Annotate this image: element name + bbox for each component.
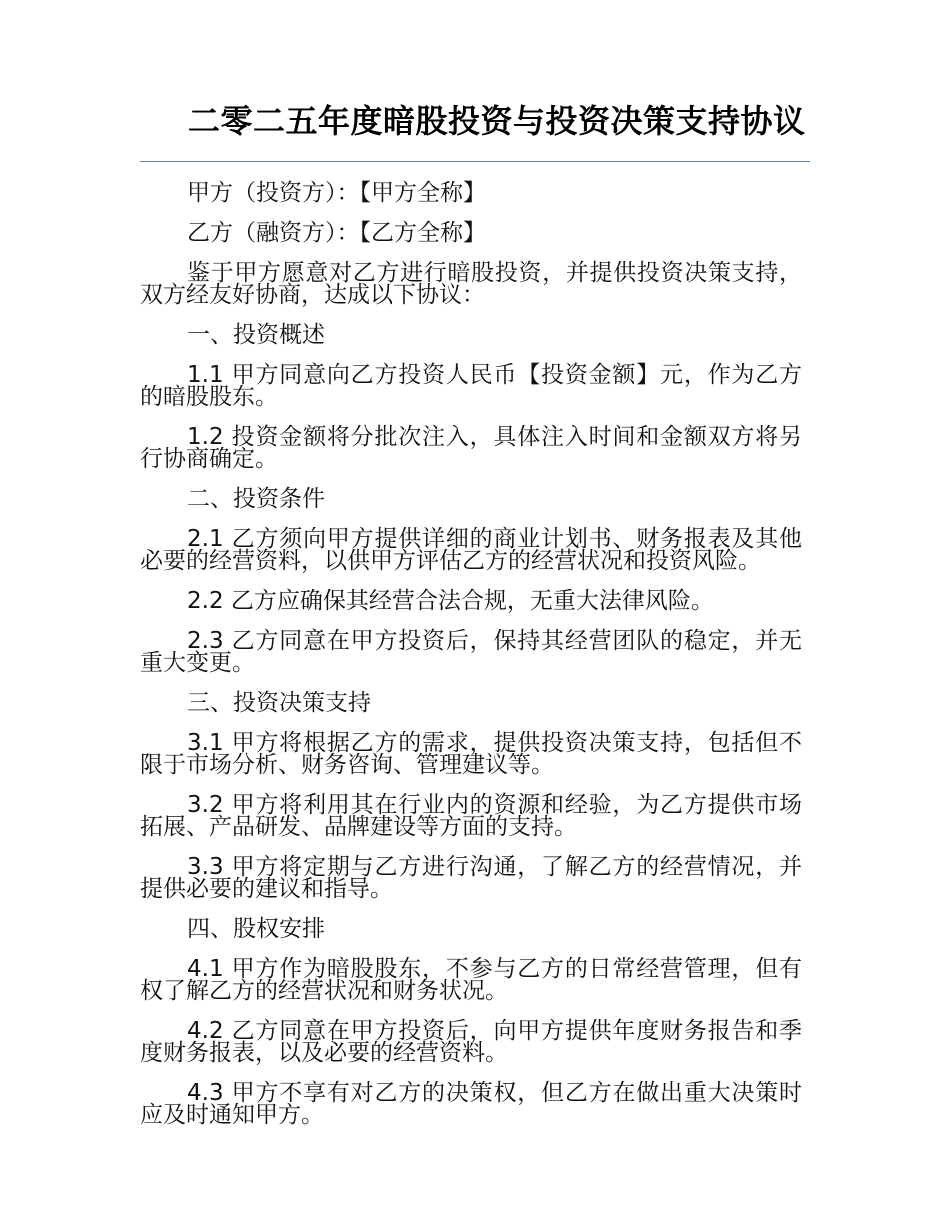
- clause-paragraph: 4.1 甲方作为暗股股东，不参与乙方的日常经营管理，但有权了解乙方的经营状况和财务状况。: [140, 956, 802, 1004]
- section-heading: 二、投资条件: [187, 486, 325, 512]
- section-heading: 四、股权安排: [187, 916, 325, 942]
- clause-paragraph: 1.1 甲方同意向乙方投资人民币【投资金额】元，作为乙方的暗股股东。: [140, 362, 802, 410]
- preamble-paragraph: 鉴于甲方愿意对乙方进行暗股投资，并提供投资决策支持，双方经友好协商，达成以下协议：: [140, 260, 802, 308]
- section-heading: 一、投资概述: [187, 322, 325, 348]
- clause-paragraph: 2.1 乙方须向甲方提供详细的商业计划书、财务报表及其他必要的经营资料，以供甲方评估乙方的经营状况和投资风险。: [140, 526, 802, 574]
- clause-paragraph: 3.2 甲方将利用其在行业内的资源和经验，为乙方提供市场拓展、产品研发、品牌建设等方面的支持。: [140, 792, 802, 840]
- party-b-line: 乙方（融资方）：【乙方全称】: [187, 220, 486, 246]
- clause-paragraph: 3.3 甲方将定期与乙方进行沟通，了解乙方的经营情况，并提供必要的建议和指导。: [140, 854, 802, 902]
- clause-paragraph: 4.3 甲方不享有对乙方的决策权，但乙方在做出重大决策时应及时通知甲方。: [140, 1080, 802, 1128]
- party-a-line: 甲方（投资方）：【甲方全称】: [187, 180, 486, 206]
- clause-paragraph: 1.2 投资金额将分批次注入，具体注入时间和金额双方将另行协商确定。: [140, 424, 802, 472]
- clause-paragraph: 4.2 乙方同意在甲方投资后，向甲方提供年度财务报告和季度财务报表，以及必要的经营资料。: [140, 1018, 802, 1066]
- clause-paragraph: 3.1 甲方将根据乙方的需求，提供投资决策支持，包括但不限于市场分析、财务咨询、管理建议等。: [140, 730, 802, 778]
- clause-paragraph: 2.3 乙方同意在甲方投资后，保持其经营团队的稳定，并无重大变更。: [140, 628, 802, 676]
- clause-paragraph: 2.2 乙方应确保其经营合法合规，无重大法律风险。: [187, 588, 714, 614]
- document-title: 二零二五年度暗股投资与投资决策支持协议: [188, 102, 806, 140]
- title-underline: [140, 161, 810, 162]
- section-heading: 三、投资决策支持: [187, 690, 371, 716]
- document-body: [140, 178, 802, 1140]
